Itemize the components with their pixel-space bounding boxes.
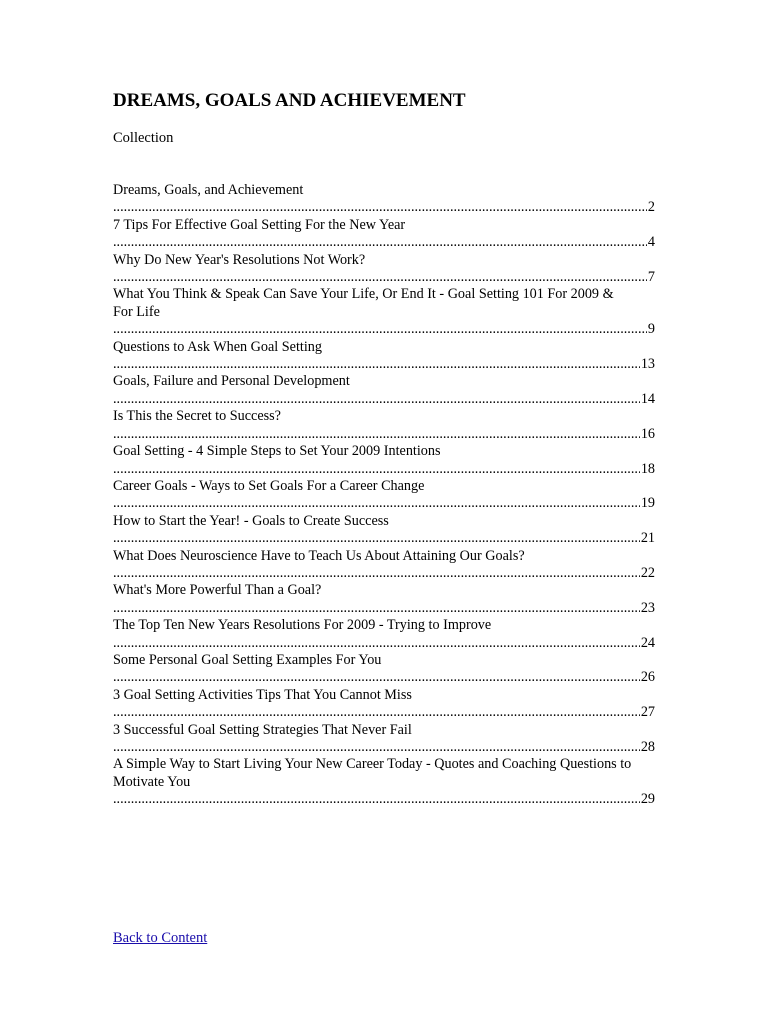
toc-entry-page: 9 <box>647 321 655 338</box>
toc-dot-leader <box>113 356 655 372</box>
toc-entry-page: 22 <box>640 564 655 581</box>
toc-entry-title: The Top Ten New Years Resolutions For 2009 - Trying to Improve <box>113 617 492 634</box>
toc-dot-leader <box>113 739 655 755</box>
toc-entry-line <box>113 582 655 617</box>
toc-entry[interactable] <box>113 286 655 338</box>
toc-entry[interactable] <box>113 478 655 513</box>
toc-entry-line <box>113 617 655 652</box>
toc-entry-line <box>113 286 655 338</box>
toc-entry-title: Why Do New Year's Resolutions Not Work? <box>113 251 366 268</box>
toc-entry-page: 13 <box>640 356 655 373</box>
toc-entry-page: 23 <box>640 599 655 616</box>
toc-entry-line <box>113 756 655 808</box>
toc-entry-line <box>113 217 655 252</box>
toc-entry-line <box>113 652 655 687</box>
table-of-contents <box>113 182 655 809</box>
toc-dot-leader <box>113 704 655 720</box>
toc-entry-line <box>113 687 655 722</box>
toc-entry[interactable] <box>113 408 655 443</box>
document-subtitle: Collection <box>113 130 174 146</box>
toc-entry[interactable] <box>113 513 655 548</box>
toc-dot-leader <box>113 321 655 337</box>
toc-entry-title: Is This the Secret to Success? <box>113 408 281 425</box>
toc-entry-title: 3 Goal Setting Activities Tips That You Cannot Miss <box>113 686 412 703</box>
toc-dot-leader <box>113 391 655 407</box>
toc-entry-title: Goal Setting - 4 Simple Steps to Set Your 2009 Intentions <box>113 443 441 460</box>
toc-dot-leader <box>113 461 655 477</box>
toc-dot-leader <box>113 635 655 651</box>
toc-dot-leader <box>113 565 655 581</box>
toc-entry-title: 7 Tips For Effective Goal Setting For the New Year <box>113 216 406 233</box>
toc-entry-page: 24 <box>640 634 655 651</box>
toc-entry-line <box>113 443 655 478</box>
document-title: DREAMS, GOALS AND ACHIEVEMENT <box>113 90 466 111</box>
toc-entry[interactable] <box>113 687 655 722</box>
toc-entry-title: Questions to Ask When Goal Setting <box>113 338 322 355</box>
toc-entry-title: What Does Neuroscience Have to Teach Us About Attaining Our Goals? <box>113 547 525 564</box>
toc-entry-page: 16 <box>640 425 655 442</box>
toc-entry[interactable] <box>113 617 655 652</box>
toc-entry[interactable] <box>113 373 655 408</box>
toc-entry-page: 7 <box>647 269 655 286</box>
toc-entry-page: 18 <box>640 460 655 477</box>
toc-entry[interactable] <box>113 339 655 374</box>
toc-entry-line <box>113 252 655 287</box>
toc-dot-leader <box>113 530 655 546</box>
toc-entry-line <box>113 339 655 374</box>
document-page <box>113 0 655 1024</box>
toc-entry-line <box>113 373 655 408</box>
back-to-content-link[interactable]: Back to Content <box>113 930 208 946</box>
toc-dot-leader <box>113 269 655 285</box>
toc-entry-title: Some Personal Goal Setting Examples For You <box>113 651 382 668</box>
toc-entry-title: How to Start the Year! - Goals to Create Success <box>113 512 389 529</box>
toc-dot-leader <box>113 199 655 215</box>
toc-entry[interactable] <box>113 652 655 687</box>
toc-entry[interactable] <box>113 756 655 808</box>
toc-dot-leader <box>113 600 655 616</box>
toc-entry-title: What You Think & Speak Can Save Your Life, Or End It - Goal Setting 101 For 2009 & For Life <box>113 286 614 320</box>
toc-entry-page: 27 <box>640 704 655 721</box>
toc-entry-line <box>113 513 655 548</box>
toc-entry-page: 29 <box>640 791 655 808</box>
toc-entry-page: 26 <box>640 669 655 686</box>
toc-dot-leader <box>113 234 655 250</box>
toc-dot-leader <box>113 426 655 442</box>
toc-entry-page: 4 <box>647 234 655 251</box>
toc-entry-page: 2 <box>647 199 655 216</box>
toc-dot-leader <box>113 495 655 511</box>
toc-dot-leader <box>113 669 655 685</box>
toc-entry[interactable] <box>113 252 655 287</box>
toc-entry-page: 21 <box>640 530 655 547</box>
toc-entry-page: 14 <box>640 390 655 407</box>
toc-entry-title: Career Goals - Ways to Set Goals For a Career Change <box>113 477 425 494</box>
toc-entry-title: Goals, Failure and Personal Development <box>113 373 350 390</box>
toc-entry-page: 19 <box>640 495 655 512</box>
toc-dot-leader <box>113 791 655 807</box>
toc-entry[interactable] <box>113 182 655 217</box>
toc-entry[interactable] <box>113 722 655 757</box>
toc-entry-line <box>113 478 655 513</box>
toc-entry[interactable] <box>113 548 655 583</box>
toc-entry-line <box>113 182 655 217</box>
toc-entry-title: Dreams, Goals, and Achievement <box>113 182 304 198</box>
toc-entry[interactable] <box>113 443 655 478</box>
toc-entry[interactable] <box>113 217 655 252</box>
toc-entry-line <box>113 548 655 583</box>
toc-entry-title: A Simple Way to Start Living Your New Career Today - Quotes and Coaching Questions to Motivate You <box>113 756 632 790</box>
toc-entry-title: What's More Powerful Than a Goal? <box>113 582 322 599</box>
toc-entry[interactable] <box>113 582 655 617</box>
toc-entry-page: 28 <box>640 739 655 755</box>
toc-entry-title: 3 Successful Goal Setting Strategies That Never Fail <box>113 721 412 738</box>
toc-entry-line <box>113 722 655 757</box>
toc-entry-line <box>113 408 655 443</box>
